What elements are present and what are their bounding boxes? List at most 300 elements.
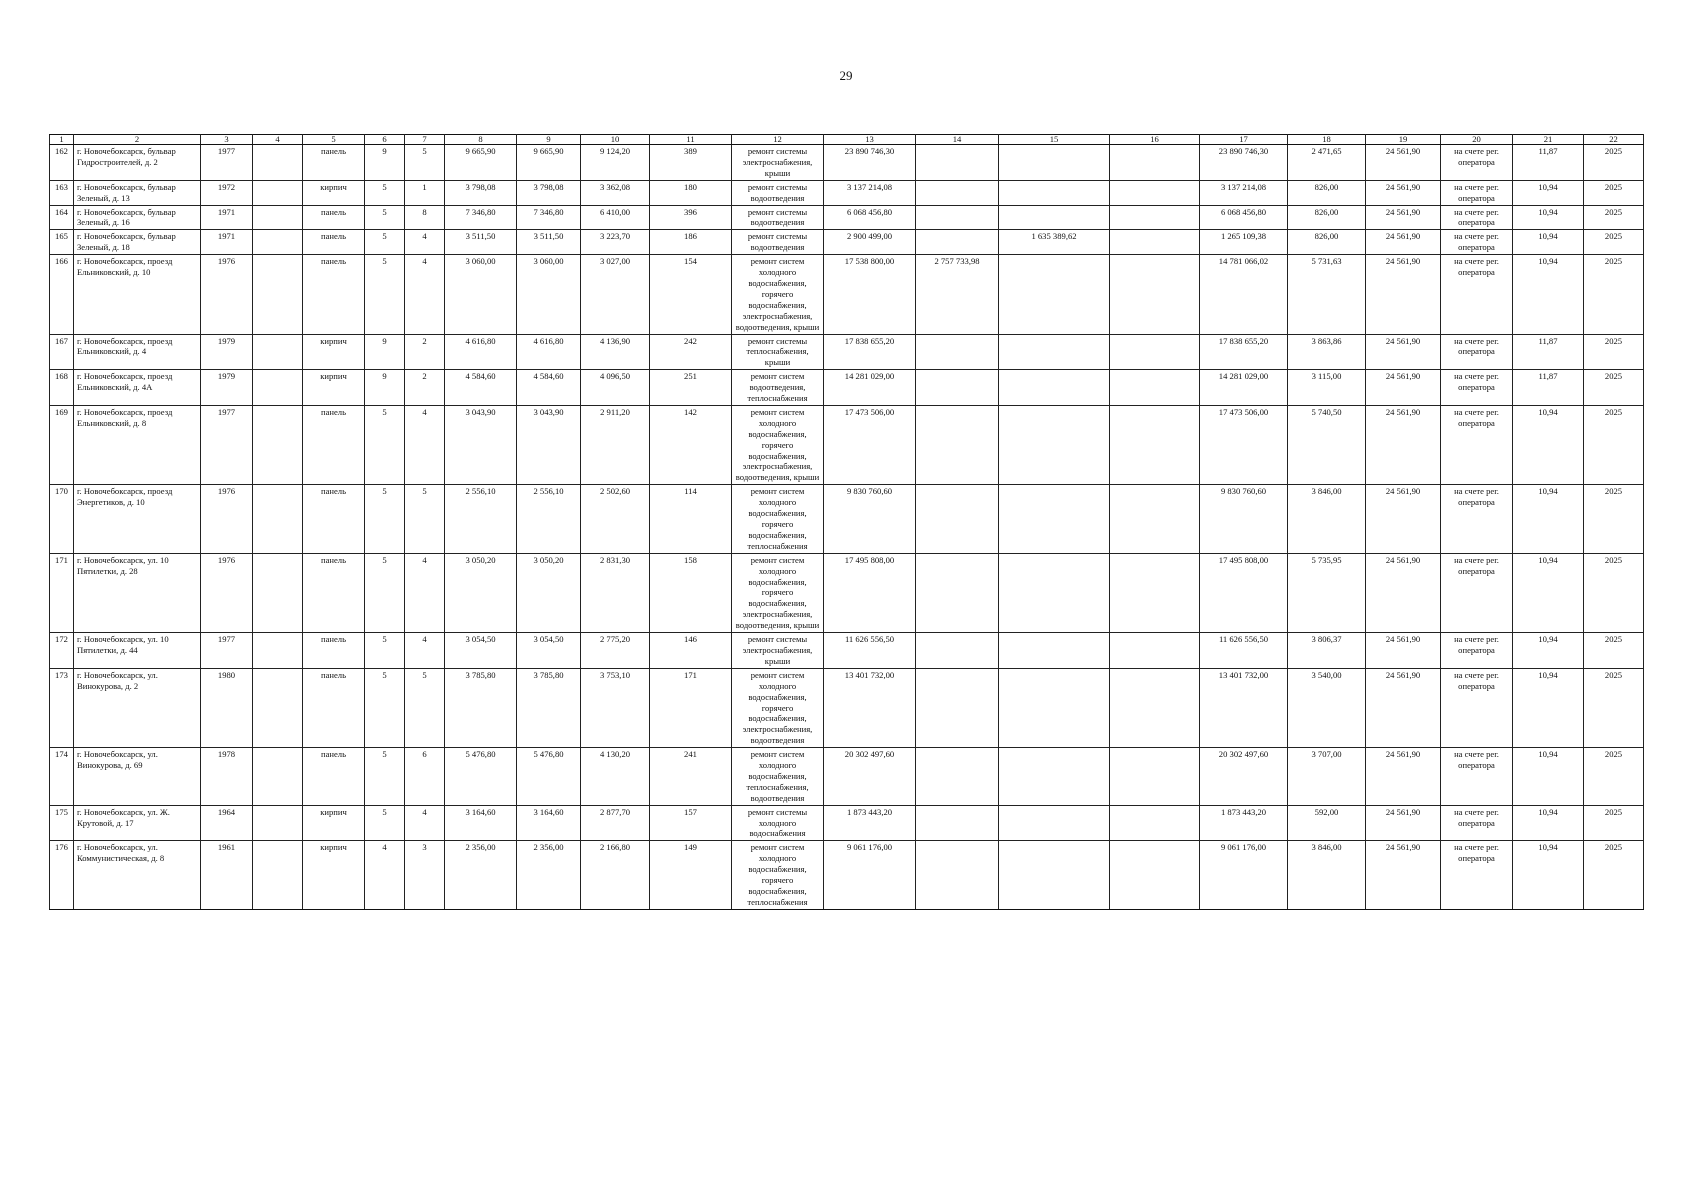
- cell-col-4: [253, 553, 303, 632]
- cell-cost-limit: 24 561,90: [1366, 668, 1441, 747]
- cell-deadline: 2025: [1584, 553, 1644, 632]
- cell-row-number: 164: [50, 205, 74, 230]
- cell-col-16: [1110, 633, 1200, 669]
- cell-col-15: [999, 180, 1110, 205]
- column-header-3: 3: [201, 135, 253, 145]
- cell-work-types: ремонт системы электроснабжения, крыши: [732, 633, 824, 669]
- column-header-17: 17: [1200, 135, 1288, 145]
- cell-work-types: ремонт системы водоотведения: [732, 230, 824, 255]
- cell-total-area: 2 356,00: [445, 841, 517, 909]
- cell-work-types: ремонт систем холодного водоснабжения, теплоснабжения, водоотведения: [732, 748, 824, 806]
- cell-col-16: [1110, 255, 1200, 334]
- cell-fund-account: на счете рег. оператора: [1441, 405, 1513, 484]
- cell-year-built: 1971: [201, 230, 253, 255]
- cell-owners-funds: 20 302 497,60: [1200, 748, 1288, 806]
- cell-premises-area: 3 054,50: [517, 633, 581, 669]
- cell-work-types: ремонт систем холодного водоснабжения, горячего водоснабжения, теплоснабжения: [732, 485, 824, 553]
- cell-living-area: 3 753,10: [581, 668, 650, 747]
- cell-cost-per-m2: 3 115,00: [1288, 370, 1366, 406]
- column-header-11: 11: [650, 135, 732, 145]
- cell-col-15: [999, 205, 1110, 230]
- cell-year-built: 1978: [201, 748, 253, 806]
- cell-deadline: 2025: [1584, 405, 1644, 484]
- cell-owners-funds: 17 495 808,00: [1200, 553, 1288, 632]
- cell-cost-limit: 24 561,90: [1366, 748, 1441, 806]
- cell-total-cost: 1 873 443,20: [824, 805, 916, 841]
- cell-residents: 157: [650, 805, 732, 841]
- cell-wall-material: панель: [303, 668, 365, 747]
- cell-entrances: 4: [405, 255, 445, 334]
- cell-living-area: 2 502,60: [581, 485, 650, 553]
- cell-total-cost: 17 473 506,00: [824, 405, 916, 484]
- cell-row-number: 174: [50, 748, 74, 806]
- cell-cost-limit: 24 561,90: [1366, 205, 1441, 230]
- cell-col-15: [999, 334, 1110, 370]
- cell-col-16: [1110, 553, 1200, 632]
- cell-premises-area: 3 785,80: [517, 668, 581, 747]
- cell-col-14: [916, 553, 999, 632]
- cell-floors: 4: [365, 841, 405, 909]
- cell-total-area: 3 798,08: [445, 180, 517, 205]
- cell-owners-funds: 3 137 214,08: [1200, 180, 1288, 205]
- cell-fund-account: на счете рег. оператора: [1441, 370, 1513, 406]
- cell-col-16: [1110, 748, 1200, 806]
- table-row: [50, 553, 1644, 632]
- cell-cost-per-m2: 826,00: [1288, 205, 1366, 230]
- cell-col-15: [999, 668, 1110, 747]
- cell-living-area: 3 027,00: [581, 255, 650, 334]
- cell-fund-account: на счете рег. оператора: [1441, 841, 1513, 909]
- cell-col-4: [253, 485, 303, 553]
- table-row: [50, 255, 1644, 334]
- cell-col-15: [999, 485, 1110, 553]
- cell-fund-account: на счете рег. оператора: [1441, 668, 1513, 747]
- column-header-2: 2: [74, 135, 201, 145]
- repair-program-table: [49, 134, 1644, 910]
- cell-wall-material: панель: [303, 405, 365, 484]
- cell-col-14: 2 757 733,98: [916, 255, 999, 334]
- cell-premises-area: 3 798,08: [517, 180, 581, 205]
- cell-cost-limit: 24 561,90: [1366, 334, 1441, 370]
- cell-col-16: [1110, 668, 1200, 747]
- cell-contribution-rate: 11,87: [1513, 370, 1584, 406]
- cell-year-built: 1971: [201, 205, 253, 230]
- cell-total-cost: 9 830 760,60: [824, 485, 916, 553]
- column-header-9: 9: [517, 135, 581, 145]
- cell-residents: 186: [650, 230, 732, 255]
- cell-cost-per-m2: 3 846,00: [1288, 841, 1366, 909]
- cell-living-area: 9 124,20: [581, 145, 650, 181]
- cell-floors: 5: [365, 485, 405, 553]
- cell-col-4: [253, 805, 303, 841]
- cell-total-area: 9 665,90: [445, 145, 517, 181]
- cell-wall-material: кирпич: [303, 180, 365, 205]
- cell-fund-account: на счете рег. оператора: [1441, 633, 1513, 669]
- table-row: [50, 145, 1644, 181]
- cell-col-14: [916, 145, 999, 181]
- cell-address: г. Новочебоксарск, проезд Ельниковский, д. 8: [74, 405, 201, 484]
- cell-owners-funds: 17 473 506,00: [1200, 405, 1288, 484]
- cell-living-area: 2 166,80: [581, 841, 650, 909]
- cell-col-14: [916, 370, 999, 406]
- cell-deadline: 2025: [1584, 805, 1644, 841]
- cell-entrances: 2: [405, 370, 445, 406]
- cell-wall-material: кирпич: [303, 841, 365, 909]
- cell-cost-limit: 24 561,90: [1366, 230, 1441, 255]
- cell-wall-material: панель: [303, 145, 365, 181]
- cell-owners-funds: 1 265 109,38: [1200, 230, 1288, 255]
- cell-owners-funds: 23 890 746,30: [1200, 145, 1288, 181]
- cell-wall-material: кирпич: [303, 334, 365, 370]
- cell-cost-limit: 24 561,90: [1366, 553, 1441, 632]
- cell-address: г. Новочебоксарск, бульвар Зеленый, д. 13: [74, 180, 201, 205]
- cell-year-built: 1964: [201, 805, 253, 841]
- cell-cost-per-m2: 5 735,95: [1288, 553, 1366, 632]
- cell-col-4: [253, 633, 303, 669]
- column-header-4: 4: [253, 135, 303, 145]
- cell-premises-area: 5 476,80: [517, 748, 581, 806]
- cell-living-area: 4 136,90: [581, 334, 650, 370]
- cell-row-number: 165: [50, 230, 74, 255]
- cell-col-16: [1110, 805, 1200, 841]
- cell-living-area: 4 096,50: [581, 370, 650, 406]
- cell-cost-per-m2: 2 471,65: [1288, 145, 1366, 181]
- cell-deadline: 2025: [1584, 205, 1644, 230]
- cell-col-4: [253, 370, 303, 406]
- cell-col-4: [253, 230, 303, 255]
- cell-wall-material: панель: [303, 553, 365, 632]
- cell-fund-account: на счете рег. оператора: [1441, 334, 1513, 370]
- cell-total-cost: 17 495 808,00: [824, 553, 916, 632]
- cell-address: г. Новочебоксарск, проезд Ельниковский, д. 4А: [74, 370, 201, 406]
- cell-col-14: [916, 485, 999, 553]
- cell-work-types: ремонт систем холодного водоснабжения, горячего водоснабжения, электроснабжения, водоотведения, крыши: [732, 553, 824, 632]
- cell-deadline: 2025: [1584, 334, 1644, 370]
- cell-col-4: [253, 205, 303, 230]
- column-header-20: 20: [1441, 135, 1513, 145]
- cell-cost-per-m2: 5 740,50: [1288, 405, 1366, 484]
- cell-entrances: 1: [405, 180, 445, 205]
- cell-col-4: [253, 841, 303, 909]
- cell-fund-account: на счете рег. оператора: [1441, 805, 1513, 841]
- table-row: [50, 485, 1644, 553]
- cell-address: г. Новочебоксарск, ул. Винокурова, д. 69: [74, 748, 201, 806]
- cell-fund-account: на счете рег. оператора: [1441, 255, 1513, 334]
- cell-year-built: 1972: [201, 180, 253, 205]
- cell-cost-limit: 24 561,90: [1366, 405, 1441, 484]
- cell-fund-account: на счете рег. оператора: [1441, 553, 1513, 632]
- cell-col-14: [916, 805, 999, 841]
- cell-entrances: 6: [405, 748, 445, 806]
- cell-residents: 251: [650, 370, 732, 406]
- cell-total-cost: 9 061 176,00: [824, 841, 916, 909]
- cell-col-16: [1110, 370, 1200, 406]
- cell-contribution-rate: 10,94: [1513, 633, 1584, 669]
- cell-col-16: [1110, 180, 1200, 205]
- cell-owners-funds: 11 626 556,50: [1200, 633, 1288, 669]
- cell-cost-limit: 24 561,90: [1366, 370, 1441, 406]
- cell-entrances: 4: [405, 805, 445, 841]
- cell-entrances: 4: [405, 553, 445, 632]
- cell-residents: 158: [650, 553, 732, 632]
- table-row: [50, 841, 1644, 909]
- cell-floors: 5: [365, 633, 405, 669]
- cell-work-types: ремонт системы водоотведения: [732, 180, 824, 205]
- cell-address: г. Новочебоксарск, бульвар Зеленый, д. 16: [74, 205, 201, 230]
- cell-premises-area: 2 556,10: [517, 485, 581, 553]
- column-header-22: 22: [1584, 135, 1644, 145]
- column-header-8: 8: [445, 135, 517, 145]
- cell-wall-material: кирпич: [303, 805, 365, 841]
- cell-col-14: [916, 230, 999, 255]
- cell-total-area: 3 785,80: [445, 668, 517, 747]
- cell-address: г. Новочебоксарск, ул. Коммунистическая, д. 8: [74, 841, 201, 909]
- cell-work-types: ремонт систем водоотведения, теплоснабжения: [732, 370, 824, 406]
- cell-cost-limit: 24 561,90: [1366, 805, 1441, 841]
- cell-col-15: [999, 553, 1110, 632]
- cell-year-built: 1977: [201, 633, 253, 669]
- cell-owners-funds: 17 838 655,20: [1200, 334, 1288, 370]
- cell-premises-area: 7 346,80: [517, 205, 581, 230]
- table-row: [50, 633, 1644, 669]
- cell-wall-material: панель: [303, 485, 365, 553]
- table-row: [50, 205, 1644, 230]
- cell-work-types: ремонт системы электроснабжения, крыши: [732, 145, 824, 181]
- cell-year-built: 1977: [201, 145, 253, 181]
- cell-cost-per-m2: 3 846,00: [1288, 485, 1366, 553]
- cell-row-number: 162: [50, 145, 74, 181]
- table-row: [50, 668, 1644, 747]
- cell-living-area: 2 911,20: [581, 405, 650, 484]
- cell-row-number: 167: [50, 334, 74, 370]
- cell-total-area: 5 476,80: [445, 748, 517, 806]
- cell-row-number: 171: [50, 553, 74, 632]
- cell-fund-account: на счете рег. оператора: [1441, 230, 1513, 255]
- cell-contribution-rate: 10,94: [1513, 405, 1584, 484]
- cell-col-16: [1110, 405, 1200, 484]
- cell-total-area: 3 060,00: [445, 255, 517, 334]
- cell-residents: 171: [650, 668, 732, 747]
- cell-wall-material: кирпич: [303, 370, 365, 406]
- cell-total-area: 3 043,90: [445, 405, 517, 484]
- cell-col-16: [1110, 205, 1200, 230]
- cell-premises-area: 3 050,20: [517, 553, 581, 632]
- table-row: [50, 748, 1644, 806]
- cell-wall-material: панель: [303, 748, 365, 806]
- cell-col-15: [999, 748, 1110, 806]
- cell-contribution-rate: 11,87: [1513, 334, 1584, 370]
- cell-cost-per-m2: 5 731,63: [1288, 255, 1366, 334]
- cell-entrances: 3: [405, 841, 445, 909]
- cell-floors: 5: [365, 180, 405, 205]
- cell-floors: 5: [365, 205, 405, 230]
- cell-contribution-rate: 10,94: [1513, 180, 1584, 205]
- cell-deadline: 2025: [1584, 668, 1644, 747]
- cell-col-15: [999, 805, 1110, 841]
- cell-col-4: [253, 145, 303, 181]
- cell-wall-material: панель: [303, 205, 365, 230]
- cell-col-14: [916, 205, 999, 230]
- cell-residents: 180: [650, 180, 732, 205]
- cell-col-14: [916, 405, 999, 484]
- cell-total-area: 3 511,50: [445, 230, 517, 255]
- cell-col-15: [999, 633, 1110, 669]
- cell-total-cost: 23 890 746,30: [824, 145, 916, 181]
- cell-residents: 389: [650, 145, 732, 181]
- cell-col-4: [253, 180, 303, 205]
- cell-row-number: 163: [50, 180, 74, 205]
- cell-residents: 114: [650, 485, 732, 553]
- cell-floors: 5: [365, 405, 405, 484]
- cell-cost-limit: 24 561,90: [1366, 841, 1441, 909]
- cell-premises-area: 3 043,90: [517, 405, 581, 484]
- cell-total-cost: 20 302 497,60: [824, 748, 916, 806]
- cell-col-4: [253, 255, 303, 334]
- page-number: 29: [839, 68, 853, 83]
- cell-floors: 5: [365, 553, 405, 632]
- column-header-15: 15: [999, 135, 1110, 145]
- cell-total-area: 2 556,10: [445, 485, 517, 553]
- cell-address: г. Новочебоксарск, ул. Винокурова, д. 2: [74, 668, 201, 747]
- cell-cost-limit: 24 561,90: [1366, 180, 1441, 205]
- cell-contribution-rate: 11,87: [1513, 145, 1584, 181]
- cell-residents: 241: [650, 748, 732, 806]
- cell-floors: 9: [365, 334, 405, 370]
- cell-deadline: 2025: [1584, 230, 1644, 255]
- cell-row-number: 169: [50, 405, 74, 484]
- cell-total-area: 3 054,50: [445, 633, 517, 669]
- cell-fund-account: на счете рег. оператора: [1441, 145, 1513, 181]
- cell-cost-per-m2: 826,00: [1288, 230, 1366, 255]
- cell-row-number: 168: [50, 370, 74, 406]
- cell-cost-limit: 24 561,90: [1366, 145, 1441, 181]
- cell-cost-per-m2: 3 806,37: [1288, 633, 1366, 669]
- cell-floors: 5: [365, 230, 405, 255]
- cell-total-area: 4 584,60: [445, 370, 517, 406]
- cell-residents: 396: [650, 205, 732, 230]
- cell-floors: 5: [365, 748, 405, 806]
- cell-contribution-rate: 10,94: [1513, 748, 1584, 806]
- cell-total-area: 3 050,20: [445, 553, 517, 632]
- cell-work-types: ремонт системы холодного водоснабжения: [732, 805, 824, 841]
- cell-total-area: 7 346,80: [445, 205, 517, 230]
- cell-owners-funds: 13 401 732,00: [1200, 668, 1288, 747]
- cell-total-cost: 13 401 732,00: [824, 668, 916, 747]
- cell-col-14: [916, 180, 999, 205]
- cell-address: г. Новочебоксарск, ул. 10 Пятилетки, д. 44: [74, 633, 201, 669]
- column-header-16: 16: [1110, 135, 1200, 145]
- cell-total-cost: 6 068 456,80: [824, 205, 916, 230]
- cell-col-4: [253, 405, 303, 484]
- cell-col-16: [1110, 485, 1200, 553]
- column-header-12: 12: [732, 135, 824, 145]
- cell-year-built: 1961: [201, 841, 253, 909]
- cell-row-number: 175: [50, 805, 74, 841]
- cell-deadline: 2025: [1584, 180, 1644, 205]
- cell-total-cost: 17 838 655,20: [824, 334, 916, 370]
- cell-wall-material: панель: [303, 230, 365, 255]
- cell-col-4: [253, 334, 303, 370]
- cell-floors: 5: [365, 805, 405, 841]
- cell-deadline: 2025: [1584, 841, 1644, 909]
- cell-living-area: 4 130,20: [581, 748, 650, 806]
- table-row: [50, 805, 1644, 841]
- cell-owners-funds: 6 068 456,80: [1200, 205, 1288, 230]
- cell-address: г. Новочебоксарск, бульвар Зеленый, д. 18: [74, 230, 201, 255]
- cell-floors: 9: [365, 370, 405, 406]
- table-row: [50, 180, 1644, 205]
- cell-cost-per-m2: 3 707,00: [1288, 748, 1366, 806]
- cell-total-area: 3 164,60: [445, 805, 517, 841]
- cell-address: г. Новочебоксарск, бульвар Гидростроителей, д. 2: [74, 145, 201, 181]
- column-number-row: [50, 135, 1644, 145]
- column-header-18: 18: [1288, 135, 1366, 145]
- cell-deadline: 2025: [1584, 145, 1644, 181]
- cell-deadline: 2025: [1584, 370, 1644, 406]
- cell-entrances: 5: [405, 668, 445, 747]
- cell-cost-limit: 24 561,90: [1366, 633, 1441, 669]
- cell-year-built: 1979: [201, 370, 253, 406]
- cell-premises-area: 4 584,60: [517, 370, 581, 406]
- cell-living-area: 6 410,00: [581, 205, 650, 230]
- cell-owners-funds: 9 061 176,00: [1200, 841, 1288, 909]
- cell-premises-area: 3 511,50: [517, 230, 581, 255]
- cell-residents: 142: [650, 405, 732, 484]
- cell-row-number: 172: [50, 633, 74, 669]
- cell-premises-area: 9 665,90: [517, 145, 581, 181]
- column-header-10: 10: [581, 135, 650, 145]
- cell-col-14: [916, 334, 999, 370]
- cell-residents: 149: [650, 841, 732, 909]
- cell-total-cost: 17 538 800,00: [824, 255, 916, 334]
- cell-col-14: [916, 668, 999, 747]
- cell-col-14: [916, 748, 999, 806]
- column-header-7: 7: [405, 135, 445, 145]
- cell-address: г. Новочебоксарск, проезд Энергетиков, д. 10: [74, 485, 201, 553]
- cell-fund-account: на счете рег. оператора: [1441, 205, 1513, 230]
- cell-col-15: [999, 841, 1110, 909]
- cell-year-built: 1979: [201, 334, 253, 370]
- table-row: [50, 370, 1644, 406]
- cell-row-number: 166: [50, 255, 74, 334]
- cell-floors: 9: [365, 145, 405, 181]
- cell-contribution-rate: 10,94: [1513, 255, 1584, 334]
- column-header-1: 1: [50, 135, 74, 145]
- cell-row-number: 173: [50, 668, 74, 747]
- cell-entrances: 2: [405, 334, 445, 370]
- cell-floors: 5: [365, 668, 405, 747]
- table-row: [50, 334, 1644, 370]
- cell-wall-material: панель: [303, 255, 365, 334]
- cell-cost-per-m2: 826,00: [1288, 180, 1366, 205]
- cell-wall-material: панель: [303, 633, 365, 669]
- cell-contribution-rate: 10,94: [1513, 230, 1584, 255]
- cell-contribution-rate: 10,94: [1513, 805, 1584, 841]
- cell-col-15: [999, 370, 1110, 406]
- cell-total-cost: 11 626 556,50: [824, 633, 916, 669]
- cell-col-15: [999, 255, 1110, 334]
- cell-address: г. Новочебоксарск, ул. 10 Пятилетки, д. 28: [74, 553, 201, 632]
- cell-entrances: 4: [405, 230, 445, 255]
- cell-residents: 146: [650, 633, 732, 669]
- cell-premises-area: 3 164,60: [517, 805, 581, 841]
- cell-residents: 242: [650, 334, 732, 370]
- cell-col-16: [1110, 145, 1200, 181]
- cell-premises-area: 3 060,00: [517, 255, 581, 334]
- cell-work-types: ремонт систем холодного водоснабжения, горячего водоснабжения, электроснабжения, водоотведения, крыши: [732, 405, 824, 484]
- cell-entrances: 5: [405, 485, 445, 553]
- cell-total-cost: 14 281 029,00: [824, 370, 916, 406]
